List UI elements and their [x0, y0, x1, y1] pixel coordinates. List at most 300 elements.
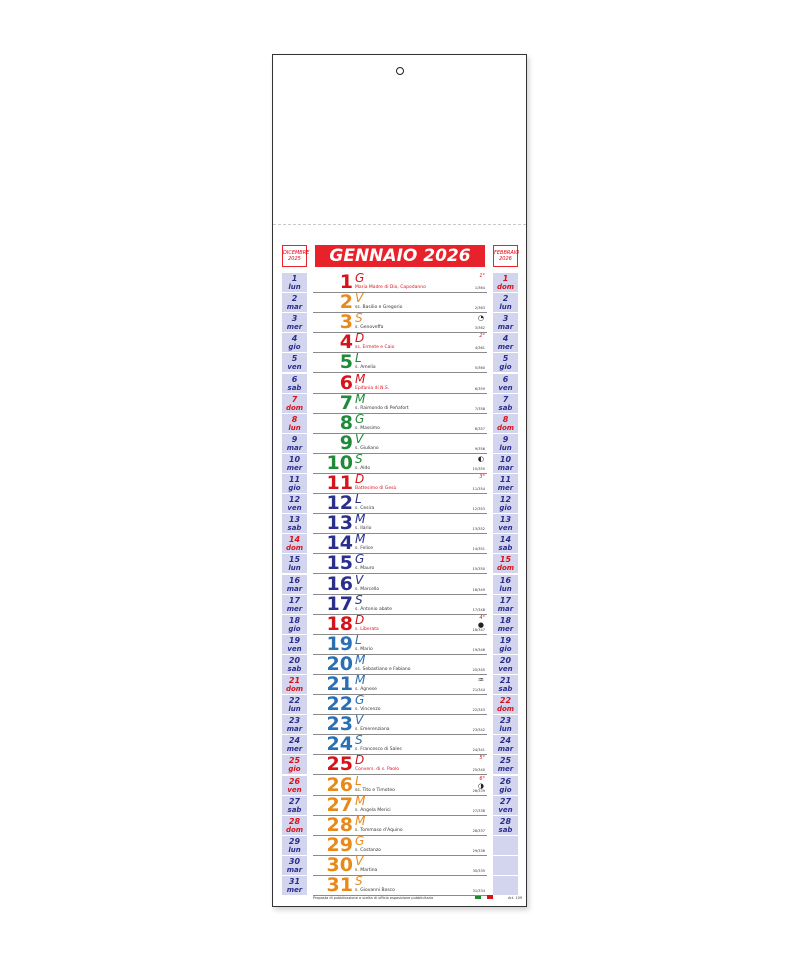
day-row: [313, 273, 487, 293]
day-row: [313, 793, 487, 816]
side-day-number: 26: [499, 776, 512, 786]
next_days-day-cell: [493, 474, 518, 493]
day-of-year: 14/351: [472, 547, 485, 552]
day-of-year: 9/356: [474, 446, 485, 451]
weekday-letter: D: [355, 472, 365, 486]
side-day-number: 4: [502, 334, 509, 344]
side-weekday: ven: [498, 524, 513, 533]
day-row: [313, 554, 487, 574]
side-day-number: 27: [288, 796, 301, 806]
day-of-year: 26/339: [472, 788, 485, 793]
weekday-letter: L: [355, 351, 362, 366]
weekday-letter: M: [355, 793, 366, 808]
day-row: [313, 371, 487, 394]
day-of-year: 1/364: [474, 286, 485, 290]
day-of-year: 12/353: [472, 507, 485, 512]
day-of-year: 4/361: [474, 346, 485, 351]
moon-phase-icon: ♒: [477, 676, 484, 684]
side-weekday: gio: [499, 644, 512, 653]
prev_days-day-cell: [282, 675, 307, 694]
weekday-letter: S: [355, 451, 363, 466]
weekday-letter: M: [355, 652, 366, 667]
next-month-header: [493, 245, 518, 267]
day-of-year: 17/348: [472, 607, 485, 612]
saint-name: ss. Sebastiano e Fabiano: [355, 666, 411, 672]
next_days-day-cell: [493, 414, 518, 433]
prev_days-day-cell: [282, 776, 307, 795]
prev_days-day-cell: [282, 655, 307, 674]
day-number: 16: [326, 572, 353, 595]
day-of-year: 5/360: [474, 366, 485, 371]
day-row: [313, 675, 487, 695]
day-row: [313, 293, 487, 313]
next_days-day-cell: [493, 434, 518, 453]
day-of-year: 16/349: [472, 587, 485, 592]
week-number: 3°: [479, 474, 485, 480]
side-day-number: 29: [288, 836, 301, 846]
side-weekday: mer: [497, 765, 514, 774]
side-weekday: gio: [499, 504, 512, 513]
day-row: [313, 474, 487, 494]
side-day-number: 15: [499, 555, 512, 565]
next_days-day-cell: [493, 635, 518, 654]
side-weekday: mar: [286, 443, 303, 452]
side-day-number: 19: [499, 635, 512, 645]
day-number: 15: [326, 552, 353, 575]
next_days-day-cell: [493, 575, 518, 594]
side-day-number: 11: [288, 475, 301, 484]
week-number: 2°: [479, 333, 485, 340]
prev_days-day-cell: [282, 414, 307, 433]
saint-name: s. Cesira: [355, 506, 375, 512]
prev_days-day-cell: [282, 454, 307, 473]
side-day-number: 6: [291, 374, 298, 384]
side-weekday: gio: [499, 785, 512, 794]
next-month-name: FEBBRAIO: [494, 250, 520, 256]
footer: [313, 896, 523, 900]
day-of-year: 10/355: [472, 466, 485, 471]
side-weekday: ven: [287, 785, 302, 794]
prev_days-day-cell: [282, 394, 307, 413]
prev_days-day-cell: [282, 876, 307, 895]
next_days-day-cell: [493, 695, 518, 714]
day-row: [313, 876, 487, 896]
side-weekday: sab: [287, 664, 302, 673]
day-number: 13: [326, 512, 353, 535]
day-number: 7: [339, 391, 353, 414]
day-number: 23: [326, 713, 353, 736]
side-weekday: dom: [285, 685, 304, 693]
prev_days-day-cell: [282, 434, 307, 453]
saint-name: s. Felice: [355, 546, 374, 552]
day-row: [313, 833, 487, 856]
side-day-number: 8: [291, 414, 298, 424]
side-weekday: lun: [499, 725, 512, 734]
moon-phase-icon: ◔: [477, 314, 484, 323]
weekday-letter: M: [355, 813, 366, 828]
weekday-letter: L: [355, 632, 362, 647]
side-weekday: dom: [285, 825, 304, 834]
day-row: [313, 735, 487, 755]
week-number: 1°: [479, 273, 485, 279]
side-weekday: dom: [496, 564, 515, 573]
day-row: [313, 313, 487, 333]
weekday-letter: D: [355, 331, 365, 346]
day-number: 30: [326, 853, 353, 876]
day-number: 31: [326, 874, 353, 896]
weekday-letter: D: [355, 753, 365, 768]
day-row: [313, 715, 487, 735]
weekday-letter: M: [355, 673, 366, 687]
weekday-letter: D: [355, 612, 365, 627]
side-day-number: 24: [288, 736, 301, 746]
side-day-number: 5: [291, 354, 298, 364]
saint-name: s. Vincenzo: [355, 707, 381, 713]
side-weekday: mer: [286, 604, 303, 613]
day-number: 26: [326, 773, 353, 796]
saint-name: s. Raimondo di Peñafort: [355, 405, 409, 411]
side-weekday: sab: [287, 383, 302, 392]
prev-month-header: [282, 245, 310, 267]
side-weekday: ven: [498, 383, 513, 392]
side-day-number: 15: [288, 555, 301, 565]
side-weekday: lun: [288, 705, 301, 714]
wall-calendar: [272, 54, 527, 907]
next_days-day-cell: [493, 514, 518, 533]
day-row: [313, 853, 487, 876]
day-row: [313, 652, 487, 675]
side-weekday: lun: [288, 423, 301, 432]
next_days-empty-cell: [493, 836, 518, 855]
prev_days-day-cell: [282, 333, 307, 352]
prev_days-day-cell: [282, 695, 307, 714]
day-of-year: 15/350: [472, 567, 485, 572]
day-number: 24: [326, 733, 353, 756]
prev_days-day-cell: [282, 494, 307, 513]
day-number: 29: [326, 833, 353, 856]
prev_days-day-cell: [282, 735, 307, 754]
next_days-day-cell: [493, 374, 518, 393]
side-weekday: mer: [286, 745, 303, 754]
saint-name: s. Amelia: [355, 365, 376, 371]
side-weekday: mar: [497, 463, 514, 472]
day-number: 17: [326, 592, 353, 615]
next_days-day-cell: [493, 494, 518, 513]
next_days-day-cell: [493, 313, 518, 332]
next_days-day-cell: [493, 293, 518, 312]
weekday-letter: S: [355, 592, 363, 607]
day-row: [313, 592, 487, 615]
day-number: 9: [339, 431, 353, 454]
day-row: [313, 755, 487, 775]
side-day-number: 24: [499, 736, 512, 746]
side-weekday: lun: [288, 283, 301, 291]
day-row: [313, 572, 487, 595]
day-of-year: 8/357: [474, 426, 485, 431]
saint-name: s. Genoveffa: [355, 325, 384, 331]
prev_days-day-cell: [282, 615, 307, 634]
day-number: 25: [326, 753, 353, 776]
prev_days-day-cell: [282, 313, 307, 332]
day-of-year: 28/337: [472, 828, 485, 833]
side-weekday: lun: [288, 845, 301, 854]
side-day-number: 13: [499, 515, 512, 525]
weekday-letter: L: [355, 492, 362, 507]
day-number: 10: [326, 451, 353, 474]
side-weekday: ven: [498, 805, 513, 814]
side-day-number: 13: [288, 515, 301, 525]
weekday-letter: G: [355, 552, 365, 567]
side-day-number: 28: [288, 816, 301, 826]
month-title: GENNAIO 2026: [315, 245, 485, 267]
day-number: 19: [326, 632, 353, 655]
side-day-number: 11: [499, 475, 512, 484]
side-day-number: 2: [291, 294, 298, 304]
weekday-letter: L: [355, 773, 362, 788]
saint-name: ss. Ermete e Caio: [355, 345, 395, 351]
day-number: 28: [326, 813, 353, 836]
saint-name: Epifania di N.S.: [355, 385, 390, 391]
side-weekday: lun: [288, 564, 301, 573]
saint-name: Maria Madre di Dio, Capodanno: [355, 285, 426, 290]
day-of-year: 31/334: [472, 889, 485, 893]
side-weekday: mer: [286, 323, 303, 332]
footer-disclaimer: Proposta di pubblicazione a scelta di ufficio esposizione pubblicitaria: [313, 896, 434, 900]
next_days-day-cell: [493, 776, 518, 795]
side-day-number: 4: [291, 334, 298, 344]
side-day-number: 1: [502, 274, 509, 283]
side-weekday: dom: [496, 283, 515, 291]
side-weekday: ven: [287, 504, 302, 513]
side-day-number: 14: [288, 535, 301, 545]
prev_days-day-cell: [282, 575, 307, 594]
saint-name: s. Ilario: [355, 526, 372, 532]
saint-name: s. Martina: [355, 867, 378, 873]
next_days-day-cell: [493, 394, 518, 413]
prev_days-day-cell: [282, 514, 307, 533]
side-weekday: sab: [498, 825, 513, 834]
side-weekday: sab: [498, 403, 513, 412]
saint-name: s. Emerenziana: [355, 727, 390, 733]
day-of-year: 3/362: [474, 326, 485, 331]
prev_days-day-cell: [282, 836, 307, 855]
next-month-year: 2026: [499, 256, 512, 262]
day-number: 3: [339, 311, 353, 334]
weekday-letter: G: [355, 833, 365, 848]
side-day-number: 10: [288, 454, 301, 464]
day-of-year: 7/358: [474, 406, 485, 411]
side-weekday: mar: [286, 303, 303, 312]
prev_days-day-cell: [282, 554, 307, 573]
side-day-number: 19: [288, 635, 301, 645]
side-weekday: dom: [285, 544, 304, 553]
side-weekday: mar: [286, 865, 303, 874]
side-day-number: 23: [288, 716, 301, 726]
day-number: 21: [326, 673, 353, 695]
day-of-year: 27/338: [472, 808, 485, 813]
saint-name: ss. Basilio e Gregorio: [355, 305, 403, 311]
day-row: [313, 411, 487, 434]
day-of-year: 13/352: [472, 527, 485, 532]
day-of-year: 29/336: [472, 848, 485, 853]
side-day-number: 10: [499, 454, 512, 464]
next_days-day-cell: [493, 353, 518, 372]
side-day-number: 17: [288, 595, 301, 605]
side-weekday: mer: [497, 484, 514, 492]
next_days-day-cell: [493, 534, 518, 553]
saint-name: s. Costanzo: [355, 847, 381, 853]
weekday-letter: M: [355, 391, 366, 406]
next_days-empty-cell: [493, 856, 518, 875]
prev_days-day-cell: [282, 293, 307, 312]
day-of-year: 21/344: [472, 688, 485, 692]
next_days-day-cell: [493, 615, 518, 634]
side-weekday: gio: [288, 765, 301, 774]
side-day-number: 1: [291, 274, 298, 283]
prev_days-day-cell: [282, 534, 307, 553]
side-day-number: 25: [499, 756, 512, 766]
side-weekday: mer: [497, 343, 514, 352]
day-number: 8: [339, 411, 353, 434]
article-code: Art. 109: [508, 896, 523, 900]
next_days-empty-cell: [493, 876, 518, 895]
side-day-number: 12: [499, 495, 512, 505]
side-weekday: mer: [286, 463, 303, 472]
weekday-letter: V: [355, 431, 364, 446]
side-day-number: 27: [499, 796, 512, 806]
prev-month-name: DICEMBRE: [283, 250, 310, 256]
side-day-number: 23: [499, 716, 512, 726]
day-row: [313, 534, 487, 554]
side-day-number: 7: [502, 394, 509, 404]
weekday-letter: G: [355, 271, 365, 285]
day-row: [313, 813, 487, 836]
day-of-year: 25/340: [472, 768, 485, 773]
next_days-day-cell: [493, 755, 518, 774]
side-weekday: sab: [287, 524, 302, 533]
side-day-number: 6: [502, 374, 509, 384]
day-number: 14: [326, 532, 353, 555]
side-weekday: mar: [497, 323, 514, 332]
weekday-letter: V: [355, 291, 364, 306]
prev_days-day-cell: [282, 635, 307, 654]
day-number: 11: [326, 472, 353, 494]
saint-name: s. Giuliano: [355, 445, 379, 451]
weekday-letter: M: [355, 512, 366, 527]
side-weekday: sab: [287, 805, 302, 814]
side-weekday: sab: [498, 544, 513, 553]
day-row: [313, 773, 487, 796]
saint-name: s. Agnese: [355, 687, 377, 692]
weekday-letter: M: [355, 371, 366, 386]
moon-phase-icon: ●: [477, 620, 484, 629]
day-of-year: 11/354: [472, 487, 485, 491]
side-day-number: 26: [288, 776, 301, 786]
next_days-day-cell: [493, 675, 518, 694]
weekday-letter: V: [355, 572, 364, 587]
day-row: [313, 612, 487, 635]
side-day-number: 8: [502, 414, 509, 424]
side-weekday: dom: [496, 423, 515, 432]
saint-name: Convers. di s. Paolo: [355, 767, 400, 773]
prev_days-day-cell: [282, 796, 307, 815]
day-number: 18: [326, 612, 353, 635]
prev-month-year: 2025: [288, 256, 301, 262]
side-day-number: 25: [288, 756, 301, 766]
next_days-day-cell: [493, 595, 518, 614]
saint-name: s. Angela Merici: [355, 807, 391, 813]
side-weekday: gio: [288, 343, 301, 352]
side-day-number: 31: [288, 877, 301, 886]
day-of-year: 20/345: [472, 667, 485, 672]
week-number: 4°: [479, 614, 485, 621]
side-weekday: mar: [286, 725, 303, 734]
side-weekday: ven: [287, 363, 302, 372]
side-weekday: mar: [497, 745, 514, 754]
weekday-letter: V: [355, 853, 364, 868]
next_days-day-cell: [493, 796, 518, 815]
side-weekday: mer: [497, 624, 514, 633]
weekday-letter: S: [355, 874, 363, 888]
next_days-day-cell: [493, 273, 518, 292]
prev_days-day-cell: [282, 816, 307, 835]
day-of-year: 18/347: [472, 627, 485, 632]
side-weekday: mar: [497, 604, 514, 613]
side-weekday: lun: [499, 443, 512, 452]
perforation-line: [273, 224, 526, 225]
side-weekday: gio: [288, 484, 301, 492]
next_days-day-cell: [493, 554, 518, 573]
day-of-year: 30/335: [472, 868, 485, 873]
moon-phase-icon: ◑: [477, 781, 484, 790]
weekday-letter: G: [355, 693, 365, 708]
day-of-year: 6/359: [474, 386, 485, 391]
side-day-number: 2: [502, 294, 509, 304]
prev_days-day-cell: [282, 856, 307, 875]
weekday-letter: V: [355, 713, 364, 728]
day-row: [313, 632, 487, 655]
day-of-year: 19/346: [472, 647, 485, 652]
saint-name: ss. Tito e Timoteo: [355, 787, 395, 793]
side-day-number: 12: [288, 495, 301, 505]
prev_days-day-cell: [282, 374, 307, 393]
weekday-letter: S: [355, 733, 363, 748]
side-weekday: mar: [286, 584, 303, 593]
saint-name: s. Tommaso d'Aquino: [355, 827, 403, 833]
side-day-number: 14: [499, 535, 512, 545]
side-day-number: 5: [502, 354, 509, 364]
day-row: [313, 391, 487, 414]
side-day-number: 22: [499, 696, 512, 706]
next_days-day-cell: [493, 454, 518, 473]
saint-name: s. Antonio abate: [355, 606, 392, 612]
side-day-number: 18: [288, 615, 301, 625]
side-weekday: ven: [287, 644, 302, 653]
side-weekday: sab: [498, 685, 513, 693]
day-of-year: 23/342: [472, 728, 485, 733]
next_days-day-cell: [493, 816, 518, 835]
day-row: [313, 353, 487, 373]
day-of-year: 24/341: [472, 748, 485, 753]
side-day-number: 9: [291, 434, 298, 444]
day-of-year: 2/363: [474, 306, 485, 311]
side-day-number: 20: [499, 655, 512, 665]
saint-name: s. Marcello: [355, 586, 380, 592]
week-number: 6°: [479, 775, 485, 782]
day-number: 6: [339, 371, 353, 394]
side-day-number: 16: [288, 575, 301, 585]
day-number: 4: [339, 331, 353, 354]
